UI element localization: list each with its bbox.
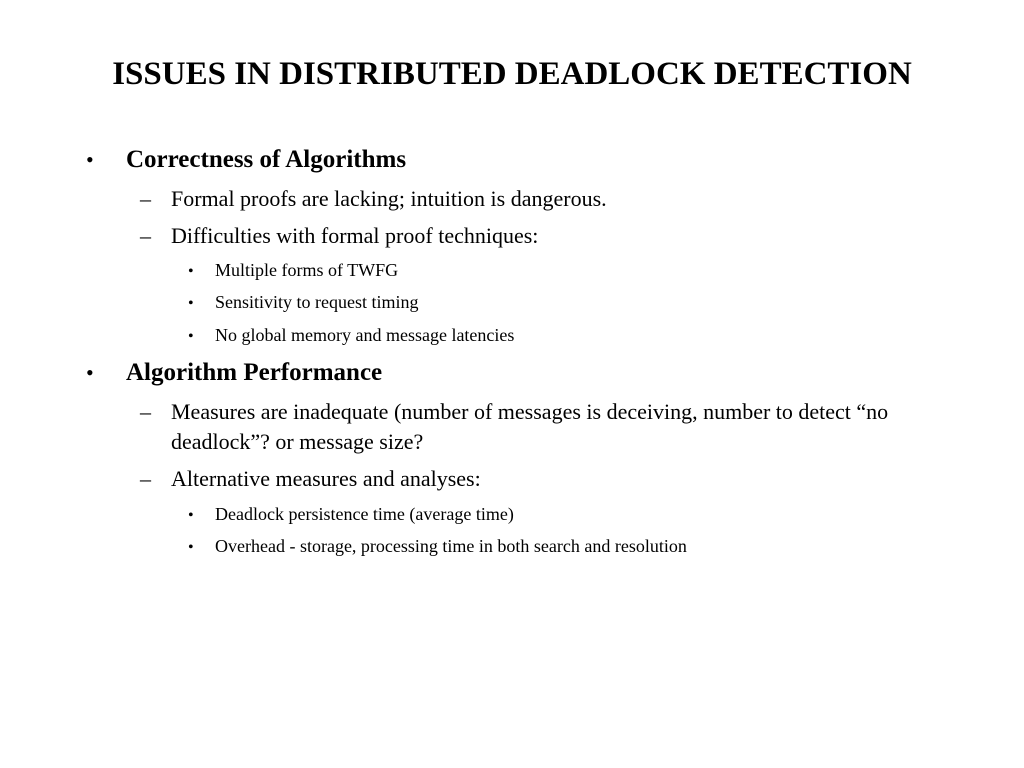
sub-list-item-text: Deadlock persistence time (average time)	[215, 504, 514, 524]
slide-title: ISSUES IN DISTRIBUTED DEADLOCK DETECTION	[112, 56, 912, 92]
dash-icon: –	[140, 223, 151, 248]
sub-list-item	[188, 534, 687, 560]
section-heading-text: Correctness of Algorithms	[126, 146, 407, 173]
sub-list-item-text: Multiple forms of TWFG	[215, 260, 399, 280]
bullet-icon: •	[188, 539, 194, 556]
bullet-icon: •	[188, 295, 194, 312]
sub-list-item-text: No global memory and message latencies	[215, 325, 515, 345]
bullet-icon: •	[188, 328, 194, 345]
list-item-text: Difficulties with formal proof techniques:	[171, 223, 539, 248]
section-heading-performance	[86, 358, 382, 388]
sub-list-item	[188, 323, 514, 349]
bullet-icon: •	[86, 147, 94, 172]
list-item	[140, 464, 900, 494]
sub-list-item-text: Overhead - storage, processing time in both search and resolution	[215, 536, 687, 556]
list-item	[140, 397, 900, 457]
bullet-icon: •	[188, 507, 194, 524]
list-item-text: Alternative measures and analyses:	[171, 466, 481, 491]
list-item-text: Formal proofs are lacking; intuition is dangerous.	[171, 186, 607, 211]
dash-icon: –	[140, 186, 151, 211]
list-item	[140, 184, 900, 214]
bullet-icon: •	[86, 360, 94, 385]
dash-icon: –	[140, 466, 151, 491]
sub-list-item	[188, 290, 419, 316]
dash-icon: –	[140, 399, 151, 424]
sub-list-item	[188, 258, 398, 284]
sub-list-item	[188, 502, 514, 528]
section-heading-text: Algorithm Performance	[126, 359, 383, 386]
list-item-text: Measures are inadequate (number of messages is deceiving, number to detect “no deadlock”? or message size?	[171, 399, 889, 454]
section-heading-correctness	[86, 145, 406, 175]
sub-list-item-text: Sensitivity to request timing	[215, 292, 419, 312]
list-item	[140, 221, 900, 251]
bullet-icon: •	[188, 263, 194, 280]
